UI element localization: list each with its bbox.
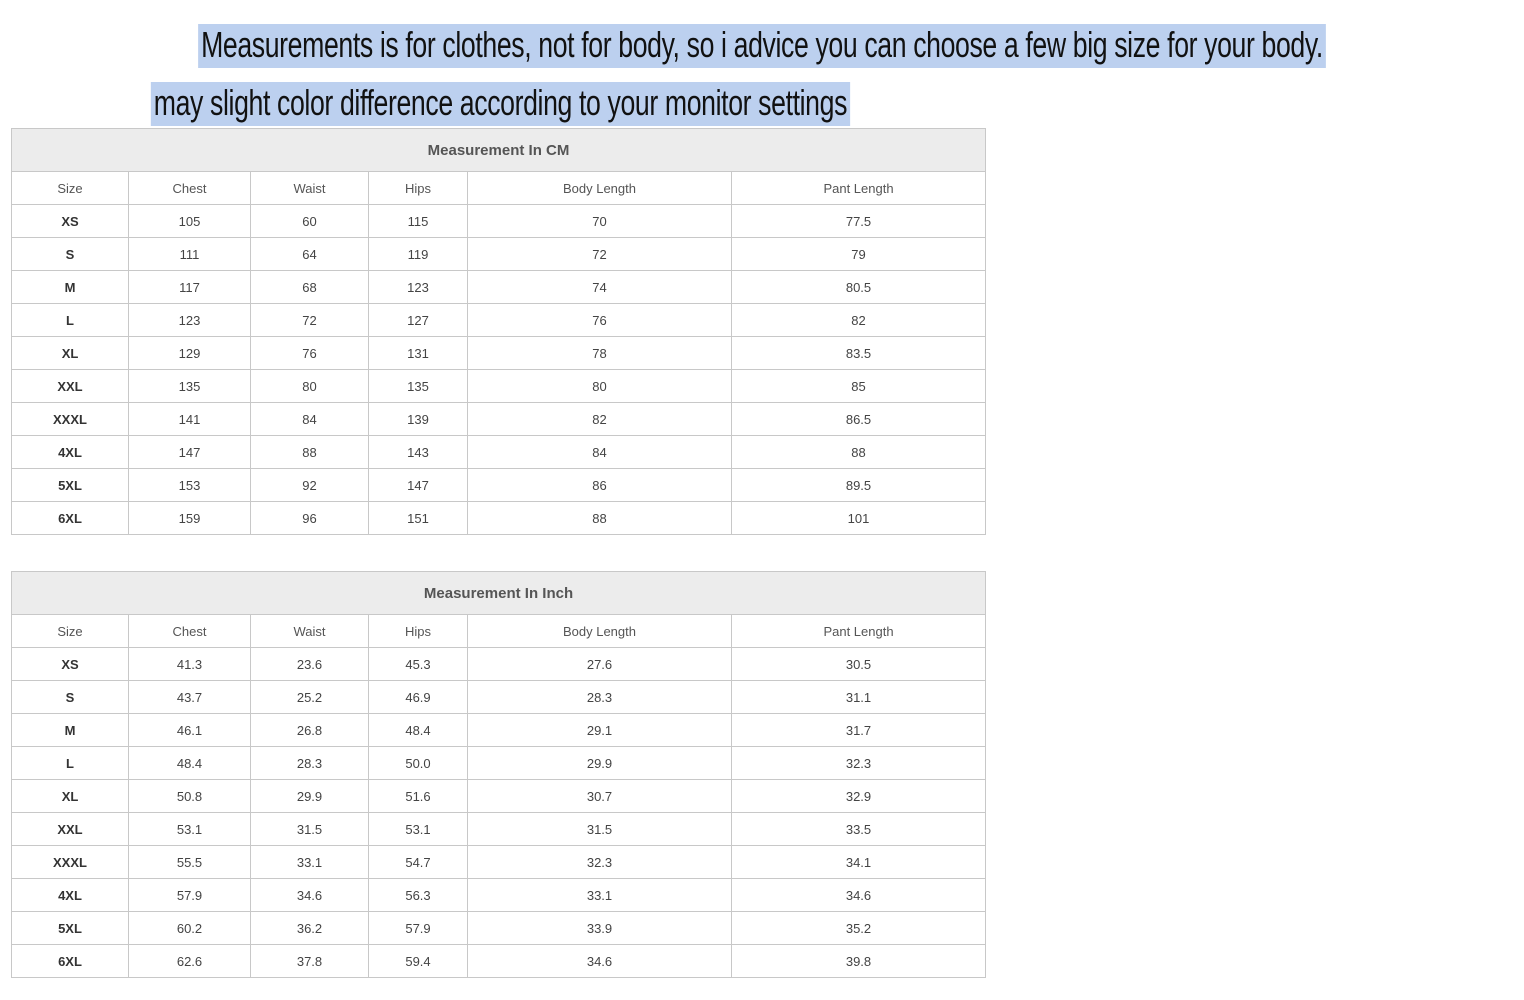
cell-pant-length: 31.7 [732,714,986,747]
cell-hips: 131 [369,337,468,370]
cell-waist: 72 [251,304,369,337]
cell-chest: 111 [129,238,251,271]
cell-chest: 62.6 [129,945,251,978]
cell-hips: 119 [369,238,468,271]
cell-size: S [12,681,129,714]
cell-chest: 153 [129,469,251,502]
table-row [12,780,986,813]
column-header-size: Size [12,172,129,205]
cell-size: L [12,304,129,337]
table-row [12,945,986,978]
column-header-hips: Hips [369,172,468,205]
cell-waist: 26.8 [251,714,369,747]
cell-chest: 135 [129,370,251,403]
cell-chest: 48.4 [129,747,251,780]
cell-chest: 123 [129,304,251,337]
cell-body-length: 33.1 [468,879,732,912]
cell-hips: 54.7 [369,846,468,879]
cell-hips: 46.9 [369,681,468,714]
cell-size: XL [12,780,129,813]
cell-waist: 68 [251,271,369,304]
cell-pant-length: 80.5 [732,271,986,304]
notice-text-2: may slight color difference according to your monitor settings [150,82,849,126]
cell-hips: 135 [369,370,468,403]
column-header-body-length: Body Length [468,615,732,648]
cell-pant-length: 86.5 [732,403,986,436]
cell-waist: 76 [251,337,369,370]
column-header-waist: Waist [251,615,369,648]
cell-pant-length: 101 [732,502,986,535]
cell-hips: 127 [369,304,468,337]
table-row [12,648,986,681]
cell-chest: 147 [129,436,251,469]
cell-size: 4XL [12,436,129,469]
cell-body-length: 29.1 [468,714,732,747]
table-body [12,205,986,535]
cell-chest: 159 [129,502,251,535]
cell-body-length: 28.3 [468,681,732,714]
cell-body-length: 34.6 [468,945,732,978]
cell-pant-length: 85 [732,370,986,403]
cell-waist: 64 [251,238,369,271]
cell-waist: 29.9 [251,780,369,813]
cell-pant-length: 34.6 [732,879,986,912]
cell-waist: 28.3 [251,747,369,780]
table-body [12,648,986,978]
column-header-waist: Waist [251,172,369,205]
cell-size: XS [12,648,129,681]
cell-size: 6XL [12,502,129,535]
table-row [12,681,986,714]
cell-body-length: 82 [468,403,732,436]
table-row [12,304,986,337]
table-row [12,747,986,780]
cell-waist: 84 [251,403,369,436]
cell-size: XL [12,337,129,370]
notice-line-2 [0,82,1000,126]
cell-size: 6XL [12,945,129,978]
cell-hips: 115 [369,205,468,238]
table-caption: Measurement In CM [12,129,986,172]
table-row [12,370,986,403]
table-row [12,714,986,747]
cell-waist: 34.6 [251,879,369,912]
cell-body-length: 76 [468,304,732,337]
cell-pant-length: 88 [732,436,986,469]
cell-pant-length: 33.5 [732,813,986,846]
cell-body-length: 78 [468,337,732,370]
table-row [12,238,986,271]
cell-waist: 25.2 [251,681,369,714]
cell-waist: 88 [251,436,369,469]
cell-size: XXXL [12,403,129,436]
inch-size-table [11,571,986,978]
cell-body-length: 30.7 [468,780,732,813]
cell-body-length: 88 [468,502,732,535]
cell-pant-length: 30.5 [732,648,986,681]
column-header-hips: Hips [369,615,468,648]
cell-body-length: 80 [468,370,732,403]
table-row [12,337,986,370]
table-row [12,846,986,879]
cell-waist: 36.2 [251,912,369,945]
cell-pant-length: 79 [732,238,986,271]
cell-chest: 55.5 [129,846,251,879]
cell-pant-length: 89.5 [732,469,986,502]
cell-size: XXXL [12,846,129,879]
table-row [12,271,986,304]
cell-body-length: 74 [468,271,732,304]
table-row [12,502,986,535]
cell-size: XS [12,205,129,238]
cell-waist: 23.6 [251,648,369,681]
table-row [12,403,986,436]
cell-pant-length: 34.1 [732,846,986,879]
cell-body-length: 32.3 [468,846,732,879]
cell-body-length: 33.9 [468,912,732,945]
cell-hips: 123 [369,271,468,304]
cell-pant-length: 83.5 [732,337,986,370]
cell-hips: 139 [369,403,468,436]
cell-waist: 92 [251,469,369,502]
cell-hips: 147 [369,469,468,502]
cell-pant-length: 32.9 [732,780,986,813]
cell-chest: 117 [129,271,251,304]
table-row [12,879,986,912]
cell-waist: 96 [251,502,369,535]
cell-hips: 57.9 [369,912,468,945]
column-header-size: Size [12,615,129,648]
cell-waist: 37.8 [251,945,369,978]
table-row [12,912,986,945]
cell-pant-length: 31.1 [732,681,986,714]
cell-chest: 105 [129,205,251,238]
cell-hips: 51.6 [369,780,468,813]
cell-chest: 50.8 [129,780,251,813]
cell-body-length: 31.5 [468,813,732,846]
cell-hips: 56.3 [369,879,468,912]
cell-waist: 60 [251,205,369,238]
cell-pant-length: 39.8 [732,945,986,978]
cell-waist: 33.1 [251,846,369,879]
cell-body-length: 84 [468,436,732,469]
cell-body-length: 72 [468,238,732,271]
table-row [12,436,986,469]
cell-hips: 50.0 [369,747,468,780]
cell-hips: 45.3 [369,648,468,681]
cell-size: S [12,238,129,271]
cell-chest: 57.9 [129,879,251,912]
column-header-pant-length: Pant Length [732,615,986,648]
table-row [12,813,986,846]
cell-chest: 60.2 [129,912,251,945]
cell-pant-length: 32.3 [732,747,986,780]
cell-chest: 46.1 [129,714,251,747]
cell-hips: 48.4 [369,714,468,747]
table-row [12,205,986,238]
cell-hips: 151 [369,502,468,535]
cell-pant-length: 77.5 [732,205,986,238]
column-header-chest: Chest [129,615,251,648]
notice-text-1: Measurements is for clothes, not for body, so i advice you can choose a few big size for your body. [198,24,1326,68]
table-row [12,469,986,502]
cell-pant-length: 35.2 [732,912,986,945]
cell-hips: 59.4 [369,945,468,978]
cell-body-length: 29.9 [468,747,732,780]
table-caption: Measurement In Inch [12,572,986,615]
cell-waist: 31.5 [251,813,369,846]
cell-size: 5XL [12,912,129,945]
cm-size-table [11,128,986,535]
cell-size: L [12,747,129,780]
cell-size: 4XL [12,879,129,912]
cell-chest: 41.3 [129,648,251,681]
cell-size: 5XL [12,469,129,502]
cell-body-length: 86 [468,469,732,502]
cell-waist: 80 [251,370,369,403]
cell-chest: 53.1 [129,813,251,846]
cell-size: XXL [12,370,129,403]
cell-pant-length: 82 [732,304,986,337]
cell-hips: 143 [369,436,468,469]
cell-size: M [12,271,129,304]
cell-hips: 53.1 [369,813,468,846]
cell-chest: 43.7 [129,681,251,714]
cell-chest: 141 [129,403,251,436]
cell-body-length: 27.6 [468,648,732,681]
cell-size: M [12,714,129,747]
cell-size: XXL [12,813,129,846]
cell-chest: 129 [129,337,251,370]
column-header-body-length: Body Length [468,172,732,205]
column-header-pant-length: Pant Length [732,172,986,205]
column-header-chest: Chest [129,172,251,205]
cell-body-length: 70 [468,205,732,238]
notice-line-1 [0,24,1323,68]
